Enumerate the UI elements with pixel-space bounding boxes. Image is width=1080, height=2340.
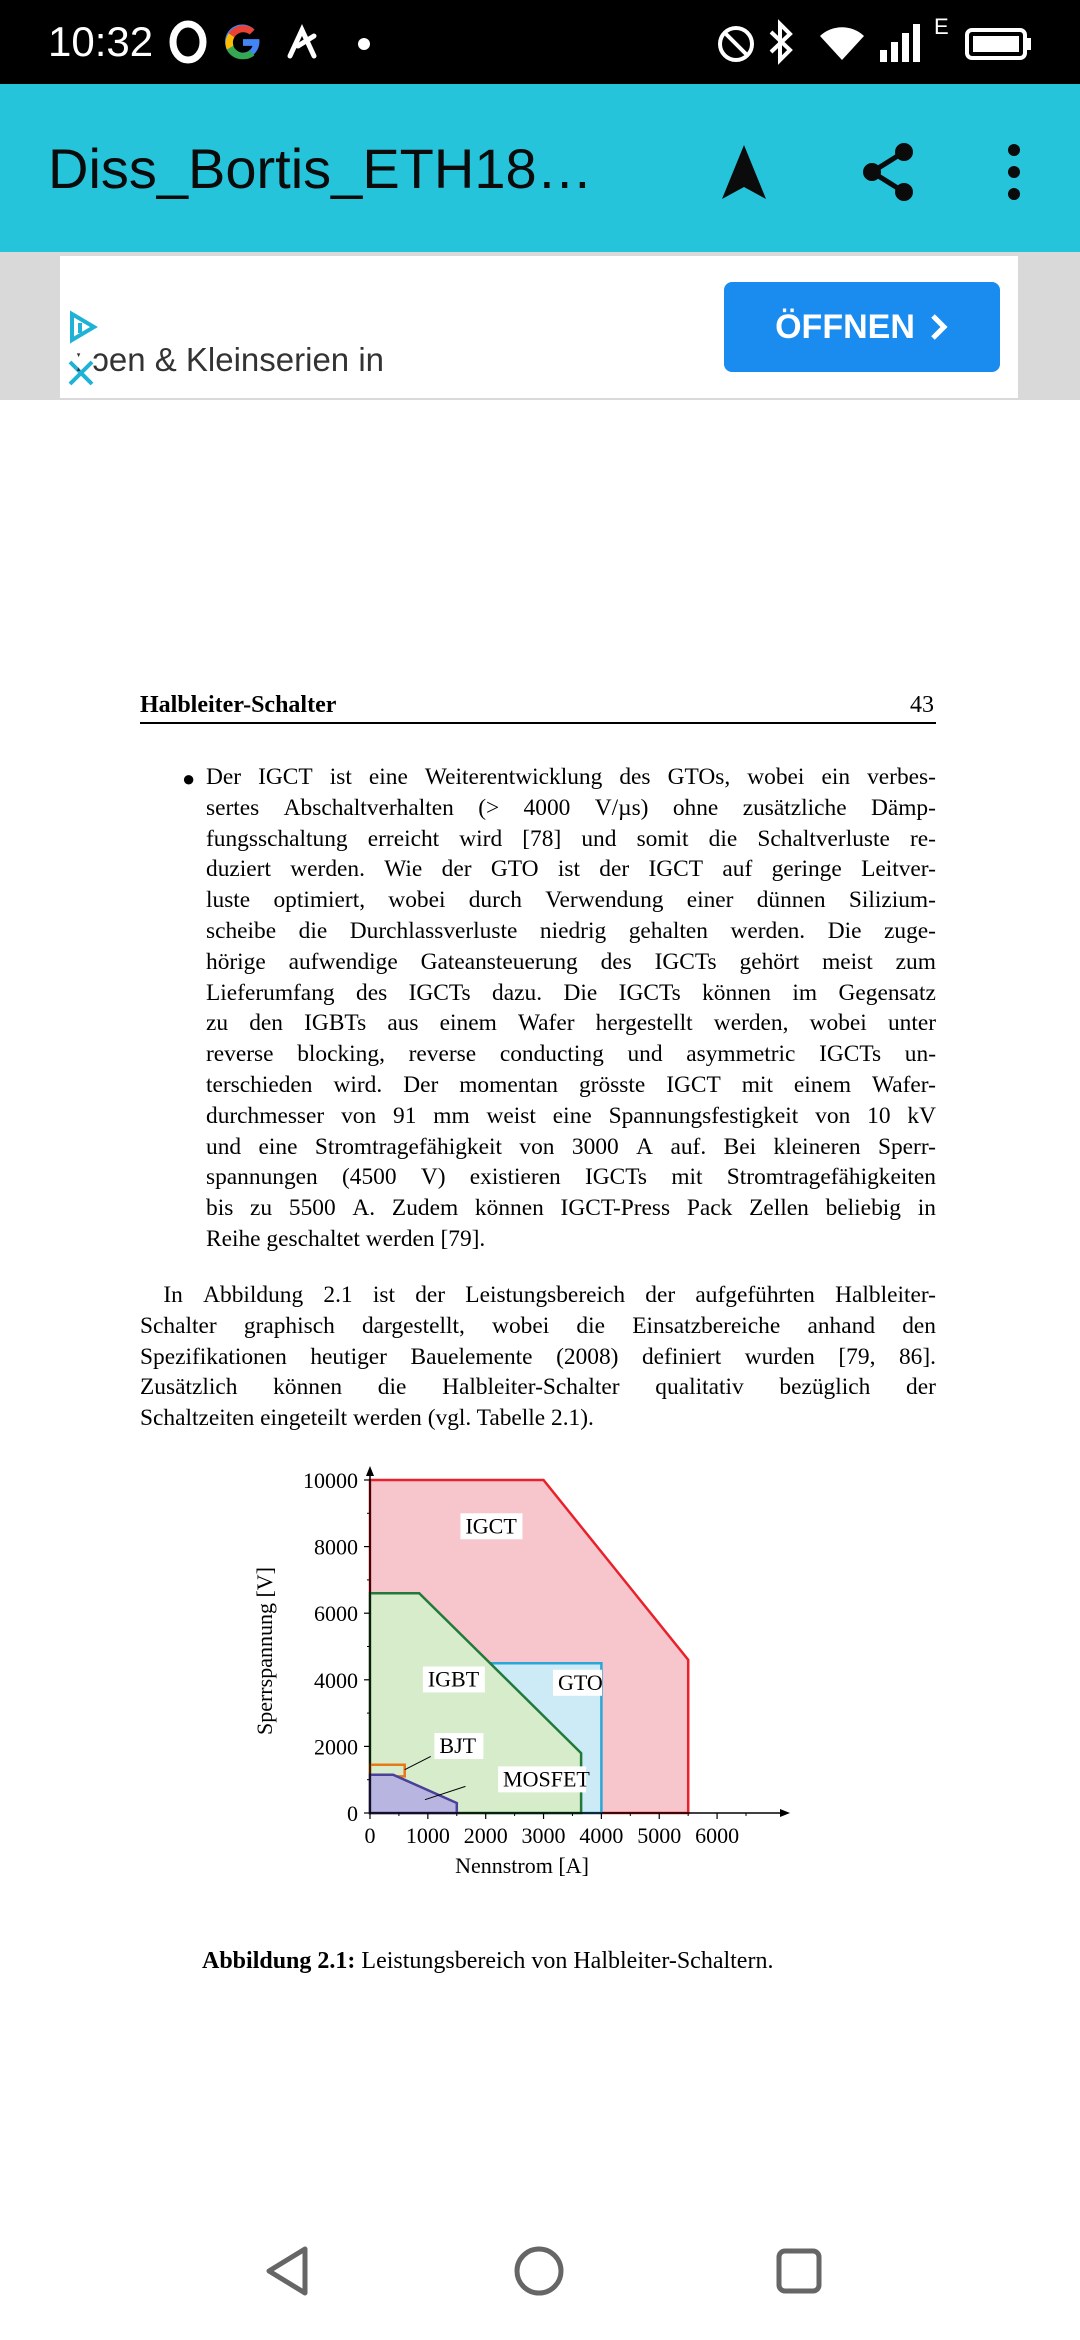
navigation-bar [0,2200,1080,2340]
text-line: luste optimiert, wobei durch Verwendung einer dünnen Silizium- [206,887,936,914]
x-tick-label: 2000 [463,1823,508,1848]
more-options-button[interactable] [974,132,1054,212]
y-tick-label: 2000 [314,1734,358,1760]
text-line: fungsschaltung erreicht wird [78] und somit die Schaltverluste re- [206,825,936,852]
region-label: IGCT [465,1513,517,1539]
running-header [140,692,936,724]
y-tick-label: 6000 [314,1601,358,1627]
recents-button[interactable] [764,2236,834,2306]
y-tick-label: 0 [347,1801,358,1826]
text-line: duziert werden. Wie der GTO ist der IGCT auf geringe Leitver- [206,856,936,883]
y-tick-label: 10000 [303,1468,358,1493]
y-axis-arrow [366,1466,374,1476]
x-axis-arrow [780,1809,790,1817]
wifi-icon [816,20,868,64]
y-tick-label: 4000 [314,1667,358,1693]
caption-text: Leistungsbereich von Halbleiter-Schaltern. [355,1948,774,1974]
figure-caption [202,1948,773,1975]
text-line: und eine Stromtragefähigkeit von 3000 A auf. Bei kleineren Sperr- [206,1133,936,1160]
text-line: bis zu 5500 A. Zudem können IGCT-Press Pack Zellen beliebig in [206,1195,936,1222]
running-header-title: Halbleiter-Schalter [140,692,337,718]
navigate-button[interactable] [704,132,784,212]
ad-line: ː ɔen & Kleinserien in [74,341,385,378]
dot-icon [356,20,372,64]
status-bar [0,0,1080,84]
dnd-icon [716,20,756,64]
signal-icon [876,20,926,64]
page-number: 43 [910,692,934,718]
status-time: 10:32 [48,18,154,65]
text-line: scheibe die Durchlassverluste niedrig gehalten werden. Die zuge- [206,917,936,944]
share-icon [858,140,918,204]
text-line: terschieden wird. Der momentan grösste IGCT mit einem Wafer- [206,1071,936,1098]
bullet-paragraph [206,762,936,1255]
x-tick-label: 1000 [405,1823,450,1848]
region-label: BJT [439,1733,477,1759]
bluetooth-icon [766,20,796,64]
text-line: sertes Abschaltverhalten (> 4000 V/µs) ohne zusätzliche Dämp- [206,794,936,821]
back-icon [261,2243,313,2299]
region-label: GTO [558,1669,603,1695]
chevron-right-icon [929,312,949,342]
google-icon [220,20,266,64]
text-line: durchmesser von 91 mm weist eine Spannungsfestigkeit von 10 kV [206,1102,936,1129]
text-line: Schalter graphisch dargestellt, wobei die Einsatzbereiche anhand den [140,1312,936,1339]
text-line: Zusätzlich können die Halbleiter-Schalter qualitativ bezüglich der [140,1374,936,1401]
x-tick-label: 3000 [521,1823,566,1848]
text-line: spannungen (4500 V) existieren IGCTs mit Stromtragefähigkeiten [206,1164,936,1191]
ad-open-label: ÖFFNEN [775,307,915,346]
more-vert-icon [1004,142,1024,202]
home-icon [511,2243,567,2299]
pdf-page[interactable] [0,400,1080,2120]
x-tick-label: 4000 [579,1823,624,1848]
y-axis-title: Sperrspannung [V] [252,1566,277,1736]
text-line: Reihe geschaltet werden [79]. [206,1225,486,1252]
power-range-chart [240,1468,820,1920]
assistant-icon [284,20,324,64]
text-line: Lieferumfang des IGCTs dazu. Die IGCTs können im Gegensatz [206,979,936,1006]
text-line: Der IGCT ist eine Weiterentwicklung des GTOs, wobei ein verbes- [206,764,936,790]
y-tick-label: 8000 [314,1534,358,1560]
recents-icon [773,2245,825,2297]
caption-label: Abbildung 2.1: [202,1948,356,1974]
adchoices-icon[interactable] [64,310,98,344]
app-bar [0,84,1080,252]
battery-icon [964,20,1034,64]
opera-icon [168,20,208,64]
home-button[interactable] [504,2236,574,2306]
network-type-label: E [934,14,949,39]
ad-banner[interactable] [60,256,1018,398]
x-axis-title: Nennstrom [A] [455,1853,589,1878]
text-line: hörige aufwendige Gateansteuerung des IGCTs gehört meist zum [206,948,936,975]
share-button[interactable] [848,132,928,212]
text-line: Spezifikationen heutiger Bauelemente (2008) definiert wurden [79, 86]. [140,1343,936,1370]
app-title: Diss_Bortis_ETH18… [48,137,593,200]
x-tick-label: 0 [364,1823,376,1848]
bullet-marker: ● [182,766,196,791]
region-label: IGBT [427,1666,480,1692]
text-line: zu den IGBTs aus einem Wafer hergestellt werden, wobei unter [206,1010,936,1037]
back-button[interactable] [252,2236,322,2306]
x-tick-label: 6000 [695,1823,740,1848]
navigate-icon [716,141,772,203]
text-line: Schaltzeiten eingeteilt werden (vgl. Tabelle 2.1). [140,1405,594,1432]
text-line: reverse blocking, reverse conducting und asymmetric IGCTs un- [206,1041,936,1068]
x-tick-label: 5000 [637,1823,682,1848]
ad-open-button[interactable] [724,282,1000,372]
text-line: In Abbildung 2.1 ist der Leistungsbereich der aufgeführten Halbleiter- [140,1282,936,1308]
body-paragraph [140,1280,936,1434]
region-label: MOSFET [503,1766,590,1792]
